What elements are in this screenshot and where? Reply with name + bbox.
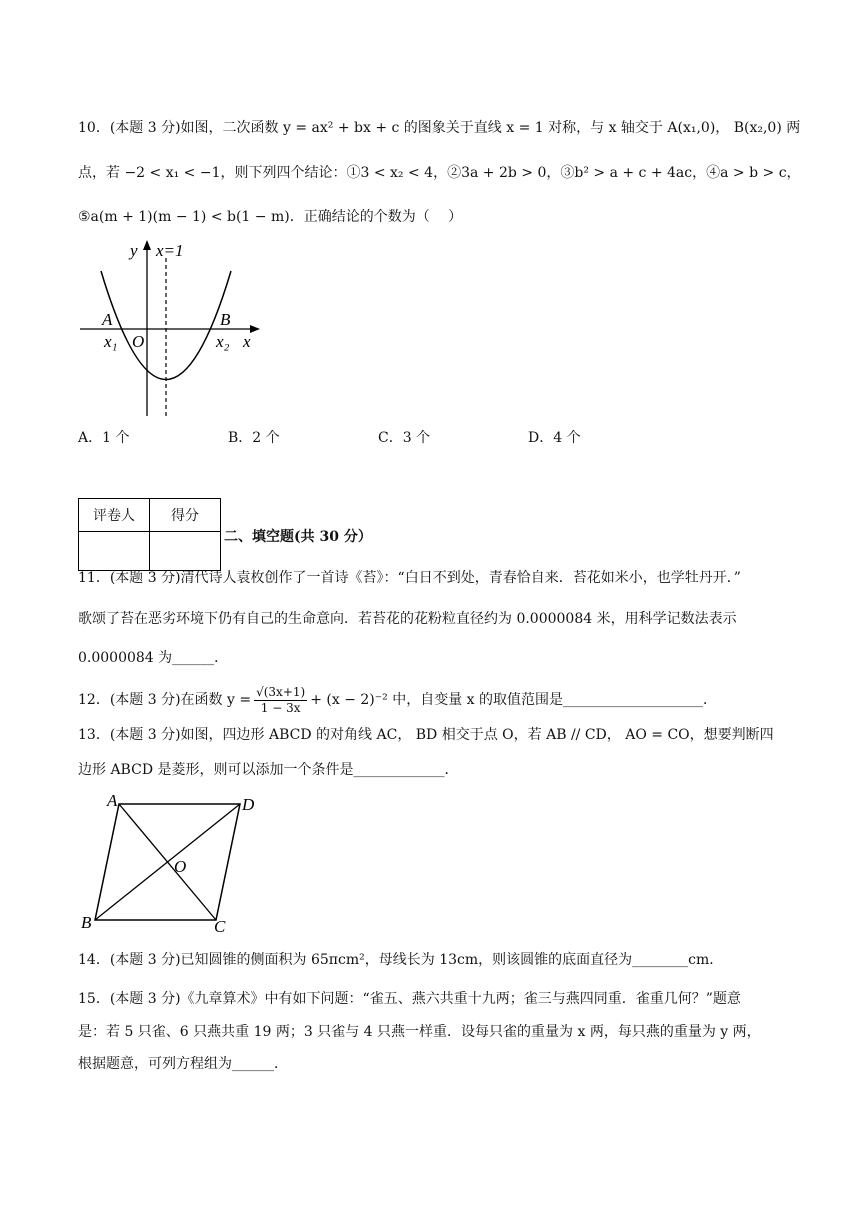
section-title: 二、填空题(共 30 分） [224,529,372,545]
vertex-a-label: A [107,791,118,810]
score-table-score-cell [150,532,221,571]
q14-line1: 14．(本题 3 分)已知圆锥的侧面积为 65πcm²，母线长为 13cm，则该圆锥的底面直径为________cm． [78,952,724,968]
choice-a: A．1 个 [78,430,130,446]
score-table [78,498,221,571]
vertex-b-label: B [81,913,92,932]
q10-line1: 10．(本题 3 分)如图，二次函数 y = ax² + bx + c 的图象关于直线 x = 1 对称，与 x 轴交于 A(x₁,0)， B(x₂,0) 两 [78,120,801,136]
vertex-d-label: D [242,795,255,814]
q15-line1: 15．(本题 3 分)《九章算术》中有如下问题：“雀五、燕六共重十九两；雀三与燕四同重．雀重几何？”题意 [78,991,741,1007]
center-o-label: O [174,857,187,876]
q10-line3: ⑤a(m + 1)(m − 1) < b(1 − m)．正确结论的个数为（ ） [78,209,463,225]
origin-label: O [132,332,145,351]
q15-line3: 根据题意，可列方程组为______． [78,1056,288,1072]
q15-line2: 是：若 5 只雀、6 只燕共重 19 两；3 只雀与 4 只燕一样重．设每只雀的重量为 x 两，每只燕的重量为 y 两， [78,1024,761,1040]
q12-fraction [254,685,307,716]
q13-line1: 13．(本题 3 分)如图，四边形 ABCD 的对角线 AC， BD 相交于点 O，若 AB // CD， AO = CO，想要判断四 [78,727,774,743]
point-b-label: B [220,310,231,329]
line-label: x=1 [156,241,184,260]
y-axis-arrow [143,240,151,250]
score-table-grader-cell [79,532,150,571]
x2-label: x₂ [216,332,230,351]
score-table-grader-header: 评卷人 [79,499,150,532]
q12-line [78,682,717,718]
q10-line2: 点，若 −2 < x₁ < −1，则下列四个结论：①3 < x₂ < 4，②3a + 2b > 0，③b² > a + c + 4ac，④a > b > c， [78,165,801,181]
q11-line1: 11．(本题 3 分)清代诗人袁枚创作了一首诗《苔》：“白日不到处，青春恰自来．苔花如米小，也学牡丹开．” [78,570,741,586]
parabola-figure [76,236,266,420]
choice-c: C．3 个 [378,430,431,446]
point-a-label: A [102,310,113,329]
q11-line3: 0.0000084 为______． [78,650,229,666]
q13-line2: 边形 ABCD 是菱形，则可以添加一个条件是_____________． [78,762,459,778]
q12-suffix: + (x − 2)⁻² 中，自变量 x 的取值范围是____________________． [310,692,717,708]
vertex-c-label: C [214,917,226,936]
x-axis-arrow [250,325,260,333]
q12-prefix: 12．(本题 3 分)在函数 y = [78,692,252,708]
x-label: x [243,332,251,351]
choice-b: B．2 个 [228,430,280,446]
choice-d: D．4 个 [528,430,581,446]
score-table-score-header: 得分 [150,499,221,532]
rhombus-figure [76,786,266,936]
x1-label: x₁ [104,332,118,351]
diagonal-bd [95,804,240,920]
q11-line2: 歌颂了苔在恶劣环境下仍有自己的生命意向．若苔花的花粉粒直径约为 0.0000084 米，用科学记数法表示 [78,611,737,627]
q12-numerator: √(3x+1) [256,684,306,699]
q12-denominator: 1 − 3x [260,700,301,715]
y-label: y [130,241,138,260]
